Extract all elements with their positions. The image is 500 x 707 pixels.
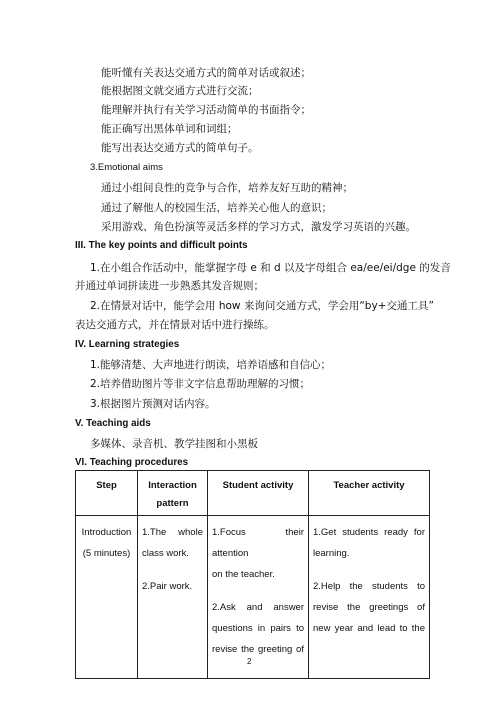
- column-header-line: Interaction: [148, 480, 197, 491]
- cell-line: revise the greeting of: [212, 644, 304, 655]
- column-header: Step: [76, 471, 138, 516]
- cell-line: (5 minutes): [82, 548, 131, 559]
- column-header: Teacher activity: [309, 471, 430, 516]
- table-row: [76, 516, 430, 679]
- cell-line: questions in pairs to: [212, 623, 304, 634]
- student-activity-cell: [208, 516, 309, 679]
- section-heading-key-points: III. The key points and difficult points: [75, 240, 248, 251]
- emotional-aims-heading: 3.Emotional aims: [90, 162, 163, 173]
- section-heading-teaching-aids: V. Teaching aids: [75, 418, 151, 429]
- cell-line: 1.Get students ready for: [313, 527, 425, 538]
- emotional-line-3: 采用游戏、角色扮演等灵活多样的学习方式，激发学习英语的兴趣。: [101, 221, 416, 233]
- emotional-line-1: 通过小组间良性的竞争与合作，培养友好互助的精神；: [101, 182, 353, 194]
- interaction-cell: [138, 516, 208, 679]
- cell-line: 2.Help the students to: [313, 581, 425, 592]
- cell-spacer: [212, 585, 304, 597]
- cell-line: new year and lead to the: [313, 623, 425, 634]
- teaching-aids-text: 多媒体、录音机、教学挂图和小黑板: [90, 438, 258, 450]
- cell-line: on the teacher.: [212, 569, 275, 580]
- cell-line: learning.: [313, 548, 350, 559]
- key-point-1-line-2: 并通过单词拼读进一步熟悉其发音规则；: [75, 280, 264, 292]
- key-point-2-line-1: 2.在情景对话中，能学会用 how 来询问交通方式，学会用“by+交通工具”: [90, 300, 434, 312]
- emotional-line-2: 通过了解他人的校园生活，培养关心他人的意识；: [101, 202, 332, 214]
- cell-line: 1.The whole: [142, 527, 203, 538]
- strategy-line-1: 1.能够清楚、大声地进行朗读，培养语感和自信心；: [90, 359, 332, 371]
- cell-line: revise the greetings of: [313, 602, 425, 613]
- section-heading-learning-strategies: IV. Learning strategies: [75, 339, 180, 350]
- cell-spacer: [142, 564, 203, 576]
- key-point-1-line-1: 1.在小组合作活动中，能掌握字母 e 和 d 以及字母组合 ea/ee/ei/dge 的发音: [90, 262, 451, 274]
- column-header: Student activity: [208, 471, 309, 516]
- key-point-2-line-2: 表达交通方式，并在情景对话中进行操练。: [75, 319, 275, 331]
- cell-line: class work.: [142, 548, 189, 559]
- objective-line-2: 能根据图文就交通方式进行交流；: [101, 85, 259, 97]
- cell-line: Introduction: [81, 527, 132, 538]
- objective-line-3: 能理解并执行有关学习活动简单的书面指令；: [101, 104, 311, 116]
- cell-spacer: [313, 564, 425, 576]
- column-header: [138, 471, 208, 516]
- column-header-line: pattern: [156, 498, 189, 509]
- section-heading-teaching-procedures: VI. Teaching procedures: [75, 457, 189, 468]
- teacher-activity-cell: [309, 516, 430, 679]
- cell-line: 2.Pair work.: [142, 581, 193, 592]
- cell-line: 1.Focus their attention: [212, 527, 304, 559]
- step-cell: [76, 516, 138, 679]
- objective-line-5: 能写出表达交通方式的简单句子。: [101, 142, 259, 154]
- objective-line-1: 能听懂有关表达交通方式的简单对话或叙述；: [101, 67, 311, 79]
- strategy-line-2: 2.培养借助图片等非文字信息帮助理解的习惯；: [90, 378, 311, 390]
- objective-line-4: 能正确写出黑体单词和词组；: [101, 123, 238, 135]
- cell-line: 2.Ask and answer: [212, 602, 304, 613]
- table-header-row: [76, 471, 430, 516]
- procedures-table: [75, 470, 430, 679]
- strategy-line-3: 3.根据图片预测对话内容。: [90, 398, 216, 410]
- page-number: 2: [247, 657, 252, 666]
